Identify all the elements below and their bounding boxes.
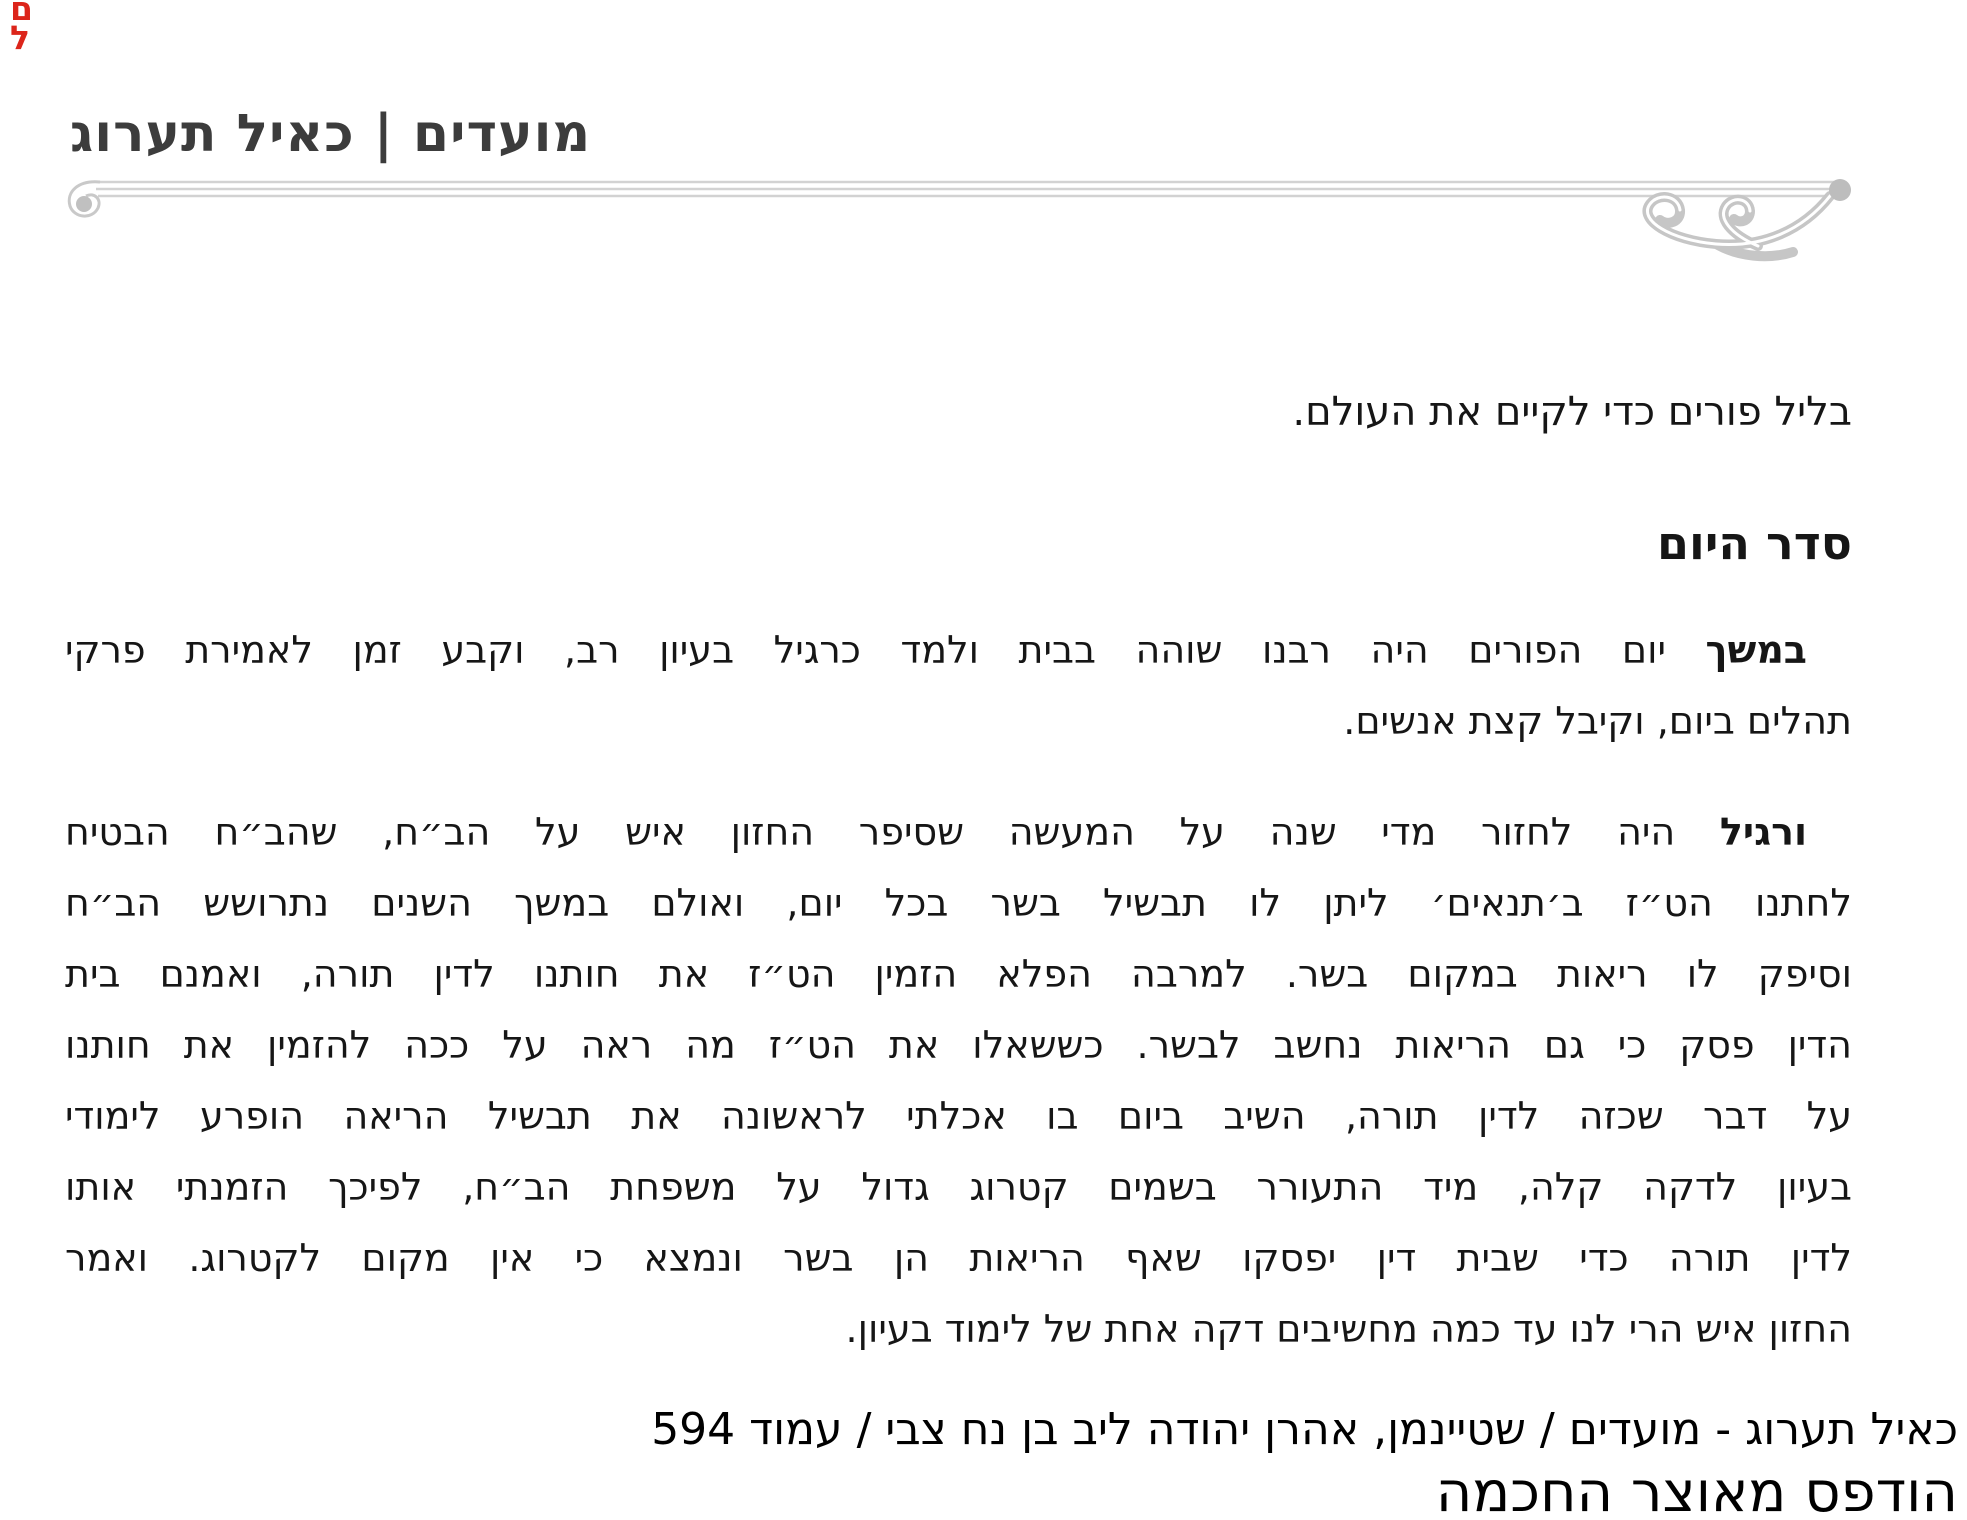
ornamental-rule — [58, 168, 1868, 268]
scroll-end-dot — [1829, 179, 1851, 201]
text-line — [65, 868, 1852, 939]
line-text: על דבר שכזה לדין תורה, השיב ביום בו אכלתי לראשונה את תבשיל הריאה הופרע לימודי — [65, 1094, 1852, 1138]
line-text: לדין תורה כדי שבית דין יפסקו שאף הריאות הן בשר ונמצא כי אין מקום לקטרוג. ואמר — [65, 1236, 1852, 1280]
page-header-title: מועדים | כאיל תערוג — [70, 104, 592, 164]
line-text: תהלים ביום, וקיבל קצת אנשים. — [1343, 699, 1852, 743]
text-line — [65, 1294, 1852, 1365]
text-line — [65, 939, 1852, 1010]
section-heading: סדר היום — [1657, 516, 1852, 570]
margin-red-mark-top: ם — [10, 0, 33, 23]
line-text: לחתנו הט״ז ב׳תנאים׳ ליתן לו תבשיל בשר בכל יום, ואולם במשך השנים נתרושש הב״ח — [65, 881, 1852, 925]
footer-watermark: הודפס מאוצר החכמה — [1435, 1460, 1958, 1520]
line-text: יום הפורים היה רבנו שוהה בבית ולמד כרגיל בעיון רב, וקבע זמן לאמירת פרקי — [65, 628, 1706, 672]
line-text: החזון איש הרי לנו עד כמה מחשיבים דקה אחת של לימוד בעיון. — [845, 1307, 1852, 1351]
right-scroll-ornament — [1647, 179, 1851, 256]
line-text: וסיפק לו ריאות במקום בשר. למרבה הפלא הזמין הט״ז את חותנו לדין תורה, ואמנם בית — [65, 952, 1852, 996]
margin-red-mark-bottom: ל — [10, 23, 30, 52]
rule-lines — [96, 182, 1838, 196]
line-text: בעיון לדקה קלה, מיד התעורר בשמים קטרוג גדול על משפחת הב״ח, לפיכך הזמנתי אותו — [65, 1165, 1852, 1209]
text-line — [65, 615, 1852, 686]
line-text: היה לחזור מדי שנה על המעשה שסיפר החזון איש על הב״ח, שהב״ח הבטיח — [65, 810, 1720, 854]
text-line — [65, 1223, 1852, 1294]
text-line — [65, 1081, 1852, 1152]
text-line — [65, 686, 1852, 757]
text-line — [65, 1152, 1852, 1223]
footer-citation: כאיל תערוג - מועדים / שטיינמן, אהרן יהודה ליב בן נח צבי / עמוד 594 — [651, 1404, 1958, 1455]
text-line — [65, 797, 1852, 868]
intro-line: בליל פורים כדי לקיים את העולם. — [1292, 389, 1852, 435]
margin-red-marks — [10, 0, 33, 52]
left-curl-ornament — [69, 182, 100, 216]
line-text: הדין פסק כי גם הריאות נחשב לבשר. כששאלו את הט״ז מה ראה על ככה להזמין את חותנו — [65, 1023, 1852, 1067]
paragraph-1 — [65, 615, 1852, 757]
lead-word: במשך — [1705, 628, 1807, 672]
paragraph-2 — [65, 797, 1852, 1365]
text-line — [65, 1010, 1852, 1081]
lead-word: ורגיל — [1719, 810, 1807, 854]
